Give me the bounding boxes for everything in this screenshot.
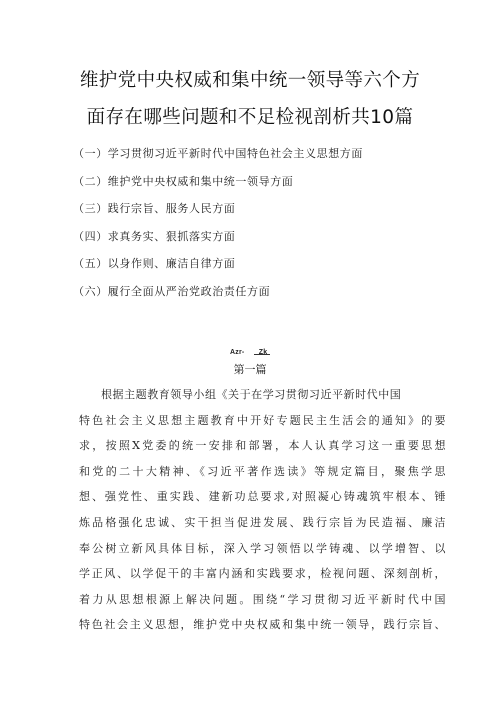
document-title-line-2: 面存在哪些问题和不足检视剖析共10篇 [86,107,414,128]
document-title-line-1: 维护党中央权威和集中统一领导等六个方 [79,70,421,91]
body-text [79,387,446,643]
body-line: 特色社会主义思想，维护党中央权威和集中统一领导，践行宗旨、 [79,618,446,632]
toc-item: （四）求真务实、狠抓落实方面 [73,229,236,243]
body-line: 奉公树立新风具体目标，深入学习领悟以学铸魂、以学增智、以 [79,541,446,555]
toc-item: （一）学习贯彻习近平新时代中国特色社会主义思想方面 [73,147,363,160]
body-line: 学正风、以学促干的丰富内涵和实践要求，检视问题、深刻剖析， [79,567,446,581]
toc-item: （六）履行全面从严治党政治责任方面 [73,284,271,298]
body-line: 着力从思想根源上解决问题。围绕“学习贯彻习近平新时代中国 [79,592,446,606]
body-line: 和党的二十大精神、《习近平著作选读》等规定篇目，聚焦学思 [79,464,446,478]
body-line: 炼品格强化忠诚、实干担当促进发展、践行宗旨为民造福、廉洁 [79,515,446,529]
body-line: 想、强党性、重实践、建新功总要求,对照凝心铸魂筑牢根本、锤 [79,490,446,504]
toc-item: （五）以身作则、廉洁自律方面 [73,257,236,270]
toc-item: （二）维护党中央权威和集中统一领导方面 [73,174,294,188]
section-mark: Azr- Zk [230,349,268,356]
table-of-contents [73,146,363,311]
section-mark-underline [254,354,270,355]
body-line: 求，按照X党委的统一安排和部署，本人认真学习这一重要思想 [79,439,446,453]
body-line: 根据主题教育领导小组《关于在学习贯彻习近平新时代中国 [101,388,402,401]
toc-item: （三）践行宗旨、服务人民方面 [73,202,236,215]
chapter-title: 第一篇 [233,363,267,376]
body-line: 特色社会主义思想主题教育中开好专题民主生活会的通知》的要 [79,413,446,427]
